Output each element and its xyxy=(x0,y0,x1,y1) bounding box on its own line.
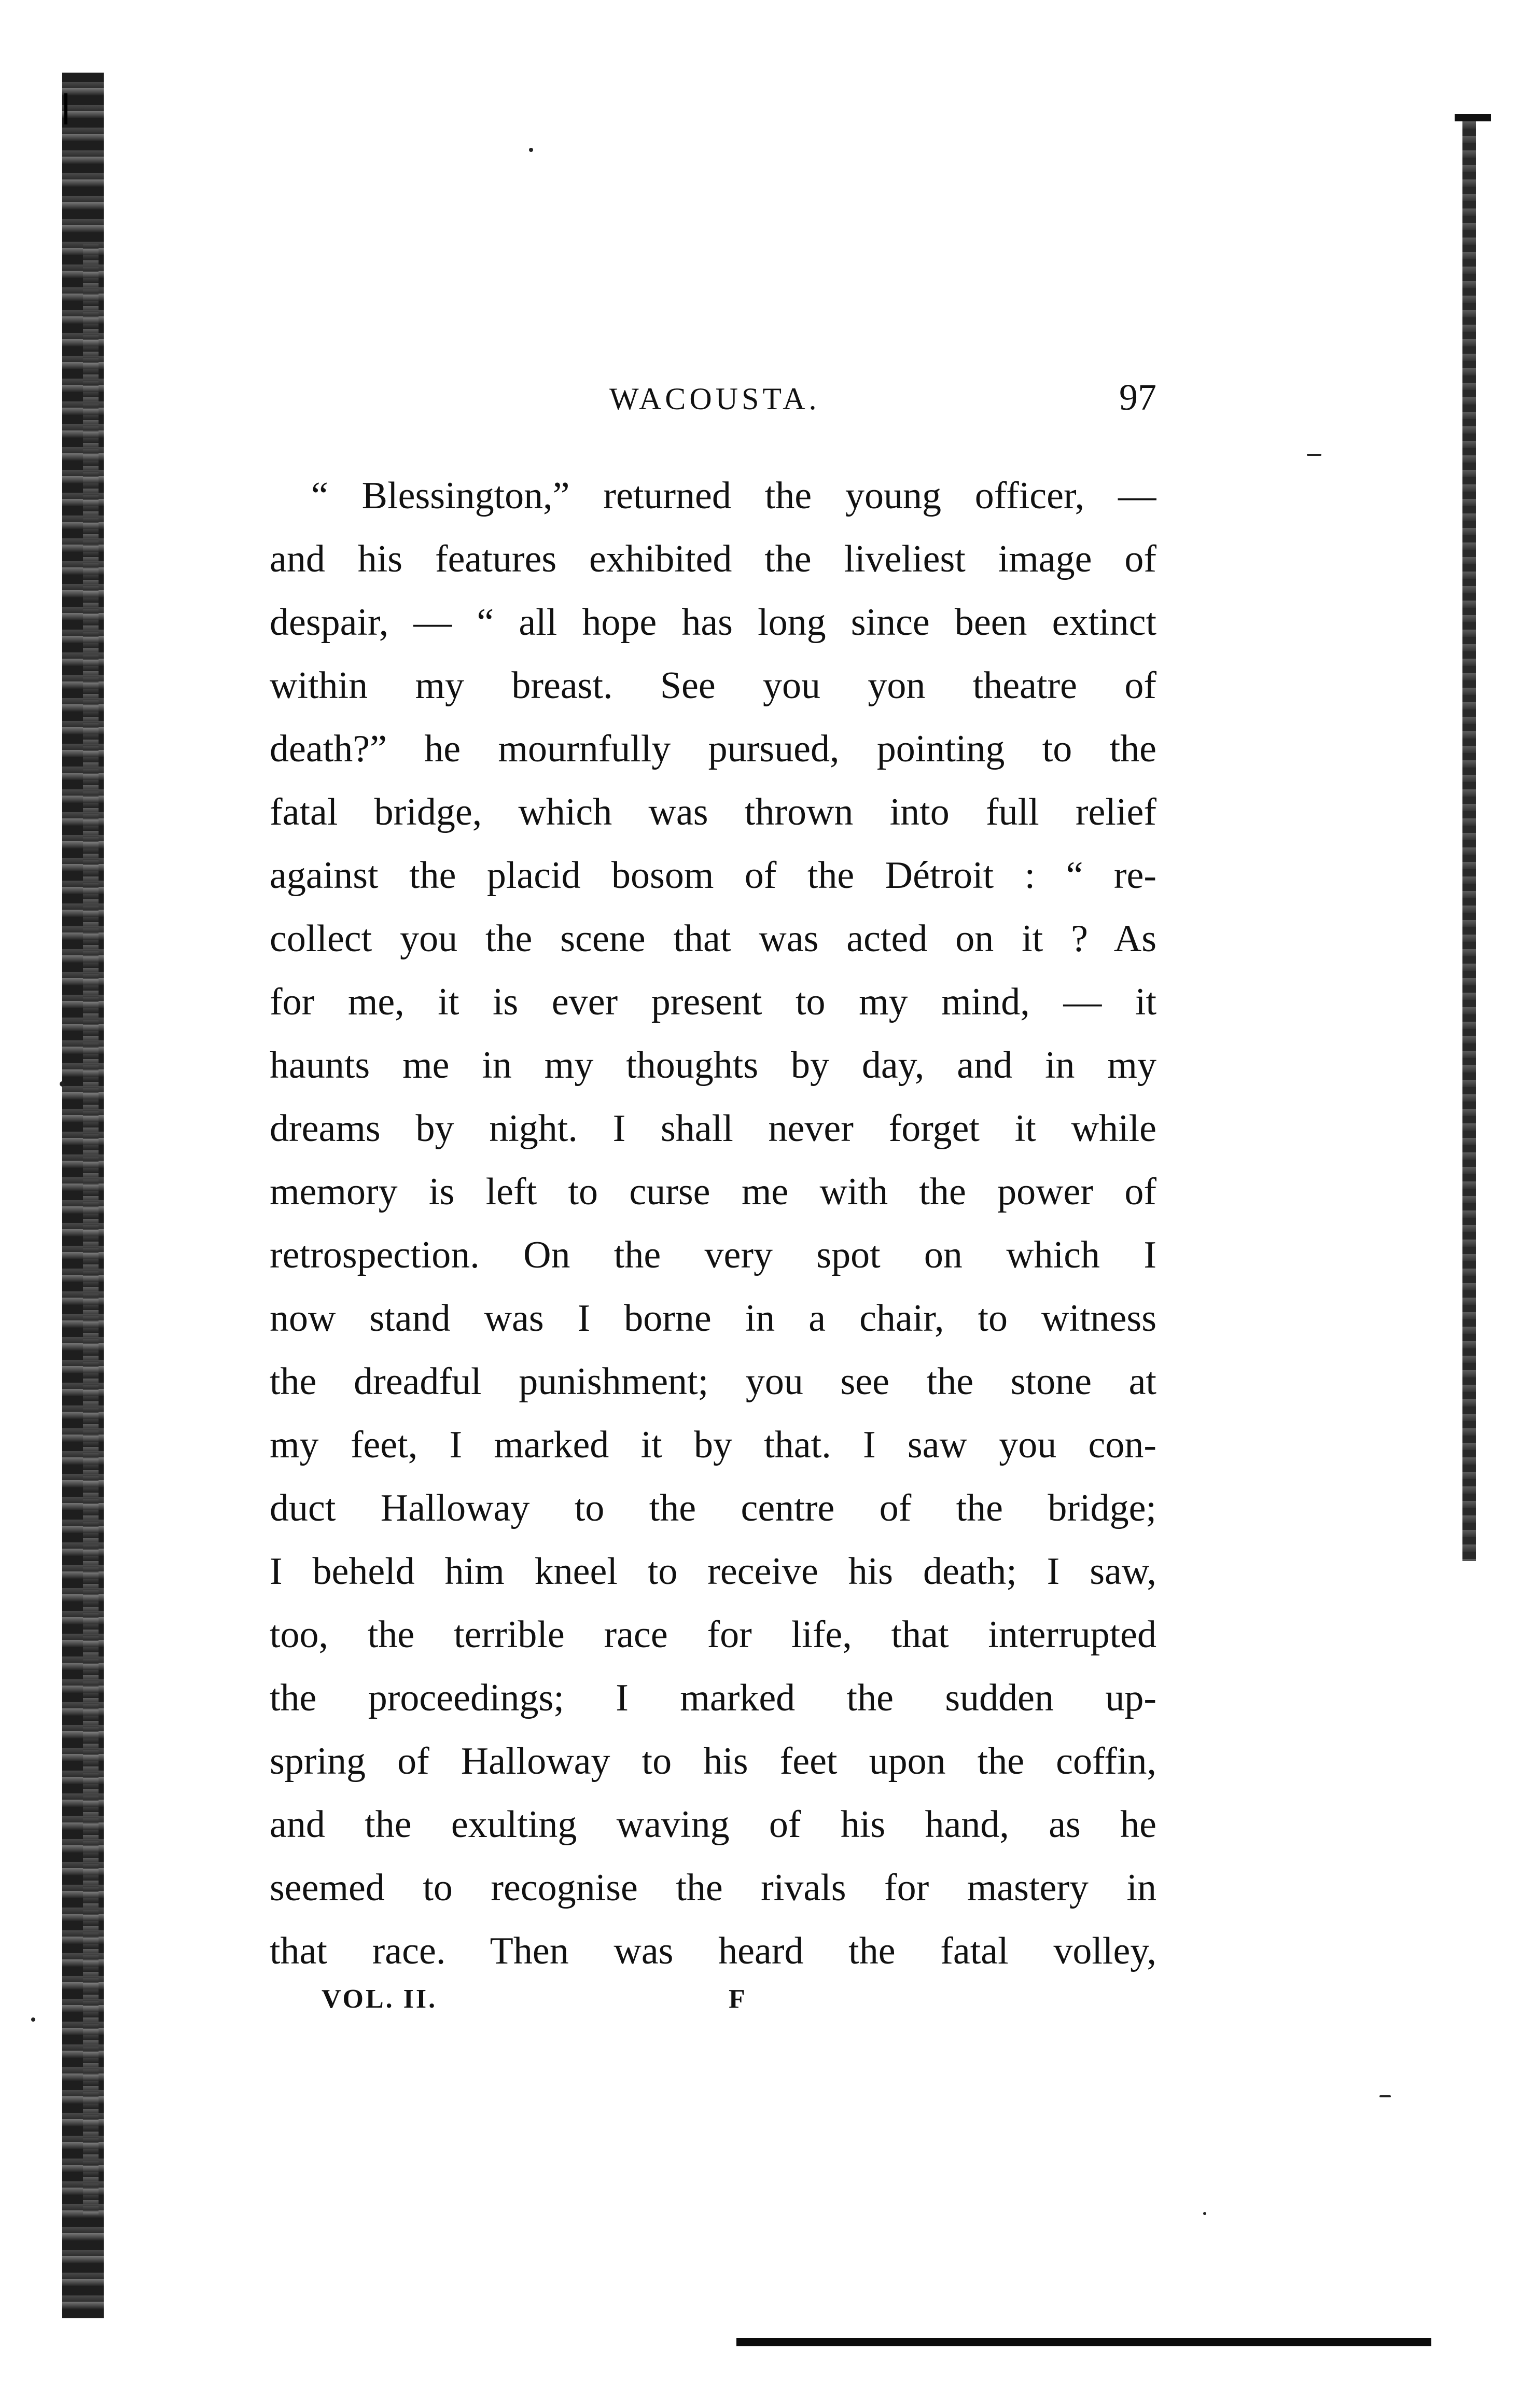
text-line: retrospection. On the very spot on which I xyxy=(270,1234,1156,1276)
scan-speck xyxy=(1203,2212,1206,2215)
text-line: spring of Halloway to his feet upon the coffin, xyxy=(270,1740,1156,1783)
text-line: within my breast. See you yon theatre of xyxy=(270,664,1156,707)
volume-label: VOL. II. xyxy=(322,1984,438,2014)
text-line: haunts me in my thoughts by day, and in my xyxy=(270,1044,1156,1087)
page-number: 97 xyxy=(1119,377,1156,418)
scan-speck xyxy=(31,2017,35,2022)
text-line: memory is left to curse me with the power of xyxy=(270,1171,1156,1213)
page-header xyxy=(270,376,1156,423)
text-line: now stand was I borne in a chair, to witness xyxy=(270,1297,1156,1340)
text-line: and his features exhibited the liveliest image of xyxy=(270,538,1156,580)
scan-speck xyxy=(1307,454,1321,456)
body-text xyxy=(270,464,1156,1983)
text-line: “ Blessington,” returned the young officer, — xyxy=(311,475,1156,517)
scan-speck xyxy=(529,148,533,152)
signature-mark: F xyxy=(729,1984,745,2014)
text-line: and the exulting waving of his hand, as he xyxy=(270,1803,1156,1846)
scan-speck xyxy=(60,1081,65,1087)
text-line: fatal bridge, which was thrown into full relief xyxy=(270,791,1156,833)
right-page-edge xyxy=(1462,114,1476,1561)
text-line: the proceedings; I marked the sudden up- xyxy=(270,1677,1156,1719)
text-line: against the placid bosom of the Détroit : “ re- xyxy=(270,854,1156,897)
text-line: dreams by night. I shall never forget it while xyxy=(270,1107,1156,1150)
text-line: collect you the scene that was acted on it ? As xyxy=(270,917,1156,960)
text-line: death?” he mournfully pursued, pointing to the xyxy=(270,728,1156,770)
running-head: WACOUSTA. xyxy=(609,382,820,416)
bottom-page-edge xyxy=(736,2338,1431,2346)
left-edge-mark xyxy=(64,93,67,124)
text-line: my feet, I marked it by that. I saw you con- xyxy=(270,1424,1156,1466)
right-edge-cap xyxy=(1455,114,1491,121)
text-line: the dreadful punishment; you see the stone at xyxy=(270,1360,1156,1403)
text-line: for me, it is ever present to my mind, — it xyxy=(270,981,1156,1023)
text-line: too, the terrible race for life, that interrupted xyxy=(270,1613,1156,1656)
text-line: duct Halloway to the centre of the bridge; xyxy=(270,1487,1156,1529)
page-footer xyxy=(290,1984,809,2020)
text-line: seemed to recognise the rivals for mastery in xyxy=(270,1867,1156,1909)
scan-speck xyxy=(1379,2095,1391,2097)
text-line: I beheld him kneel to receive his death; I saw, xyxy=(270,1550,1156,1593)
left-binding-shadow xyxy=(83,244,99,2215)
text-line: that race. Then was heard the fatal volley, xyxy=(270,1930,1156,1972)
text-line: despair, — “ all hope has long since been extinct xyxy=(270,601,1156,644)
